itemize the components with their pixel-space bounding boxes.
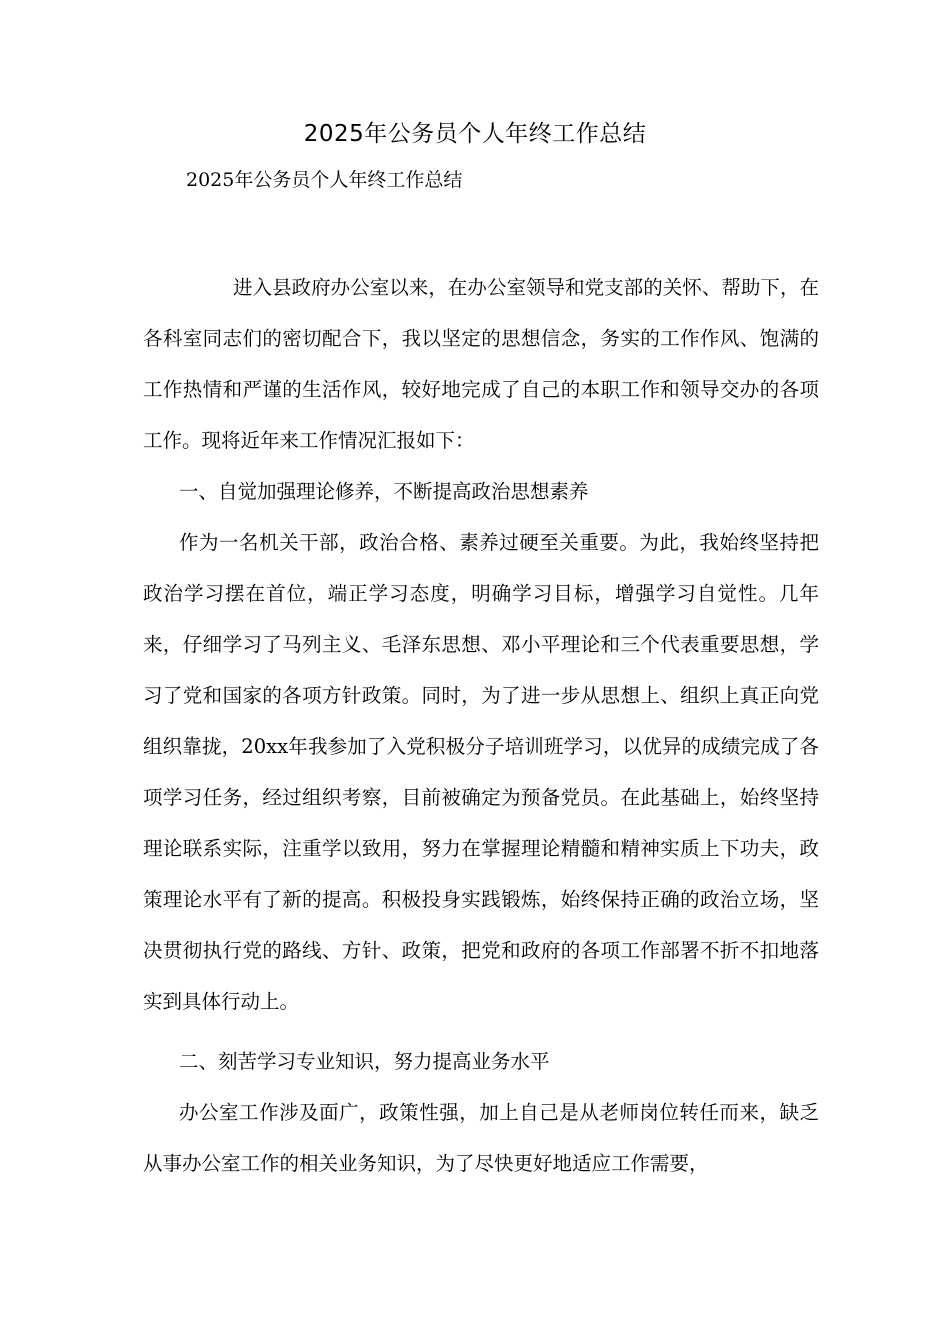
section-2-heading: 二、刻苦学习专业知识，努力提高业务水平 (179, 1050, 550, 1073)
document-title: 2025年公务员个人年终工作总结 (303, 121, 647, 147)
intro-paragraph: 进入县政府办公室以来，在办公室领导和党支部的关怀、帮助下，在各科室同志们的密切配合下，我以坚定的思想信念，务实的工作作风、饱满的工作热情和严谨的生活作风，较好地完成了自己的本职工作和领导交办的各项工作。现将近年来工作情况汇报如下： (143, 276, 819, 452)
document-subtitle: 2025年公务员个人年终工作总结 (186, 169, 463, 191)
section-2-paragraph: 办公室工作涉及面广，政策性强，加上自己是从老师岗位转任而来，缺乏从事办公室工作的相关业务知识，为了尽快更好地适应工作需要， (143, 1101, 819, 1175)
section-1-paragraph: 作为一名机关干部，政治合格、素养过硬至关重要。为此，我始终坚持把政治学习摆在首位，端正学习态度，明确学习目标，增强学习自觉性。几年来，仔细学习了马列主义、毛泽东思想、邓小平理论和三个代表重要思想，学习了党和国家的各项方针政策。同时，为了进一步从思想上、组织上真正向党组织靠拢，20xx年我参加了入党积极分子培训班学习，以优异的成绩完成了各项学习任务，经过组织考察，目前被确定为预备党员。在此基础上，始终坚持理论联系实际，注重学以致用，努力在掌握理论精髓和精神实质上下功夫，政策理论水平有了新的提高。积极投身实践锻炼，始终保持正确的政治立场，坚决贯彻执行党的路线、方针、政策，把党和政府的各项工作部署不折不扣地落实到具体行动上。 (143, 531, 819, 1013)
document-body (143, 262, 819, 1189)
section-1-heading: 一、自觉加强理论修养，不断提高政治思想素养 (179, 480, 589, 503)
